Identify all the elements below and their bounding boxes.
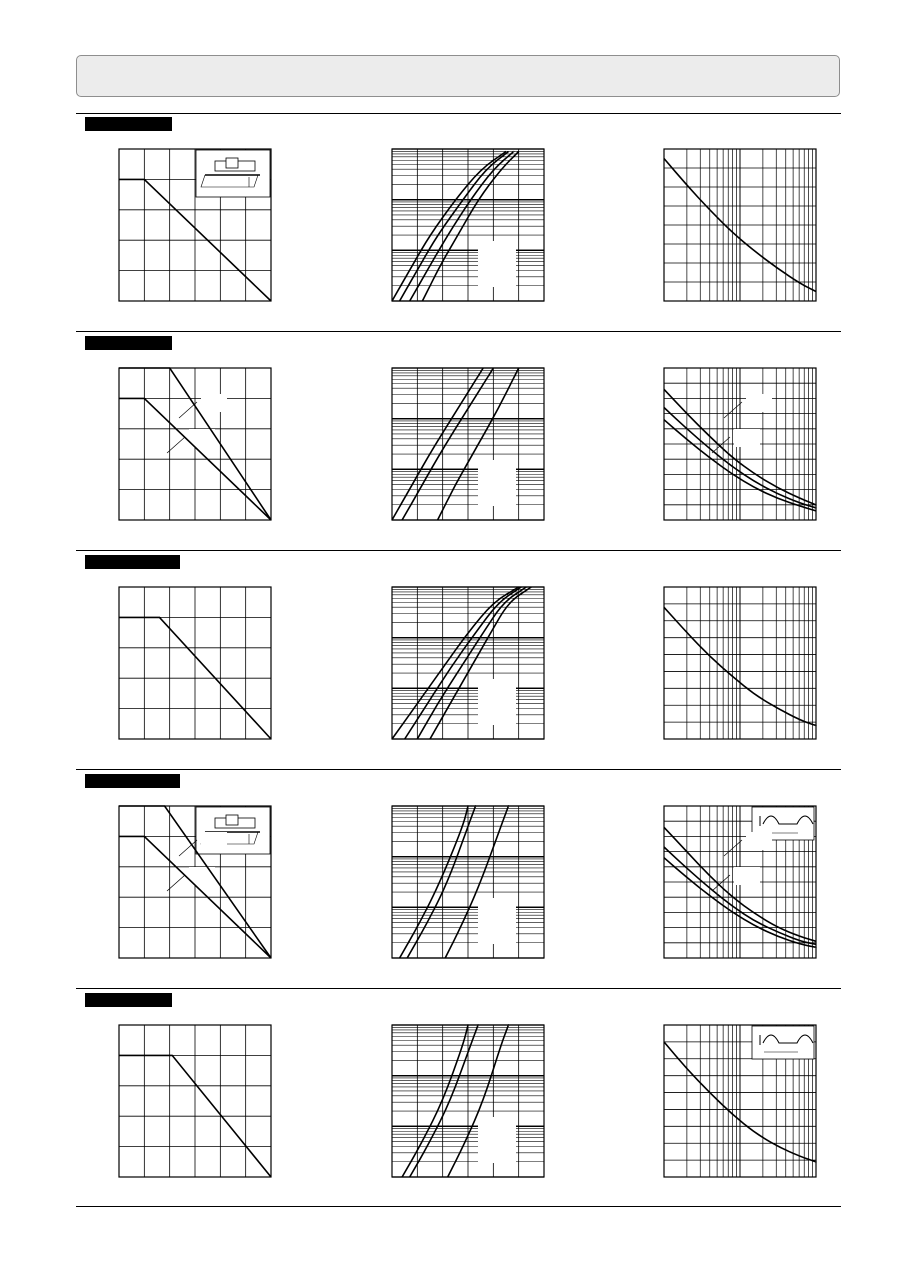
- section-rule-4: [76, 769, 841, 770]
- chart-s4-left: [119, 806, 271, 958]
- chart-s1-right: [664, 149, 816, 301]
- section-rule-3: [76, 550, 841, 551]
- pointer-arrow: [724, 840, 742, 856]
- pointer-arrow: [712, 875, 730, 891]
- pointer-arrow: [712, 437, 730, 453]
- chart-s1-left: [119, 149, 271, 301]
- pointer-label-box: [746, 832, 772, 850]
- section-tag-4: [85, 774, 180, 788]
- series-line-1: [402, 1025, 468, 1177]
- section-tag-1: [85, 117, 172, 131]
- device-chip: [226, 815, 238, 825]
- pointer-label-box: [734, 429, 760, 447]
- section-tag-2: [85, 336, 172, 350]
- chart-s3-right: [664, 587, 816, 739]
- footer-rule: [76, 1206, 841, 1207]
- series-line-1: [392, 368, 483, 520]
- pointer-label-box: [746, 394, 772, 412]
- section-rule-5: [76, 988, 841, 989]
- chart-s4-right: [664, 806, 816, 958]
- pointer-label-box: [734, 867, 760, 885]
- section-tag-5: [85, 993, 172, 1007]
- legend-box: [478, 1117, 516, 1163]
- device-chip: [226, 158, 238, 168]
- waveform-inset: [752, 1026, 814, 1059]
- section-rule-2: [76, 331, 841, 332]
- chart-s2-left: [119, 368, 271, 520]
- legend-box: [478, 898, 516, 944]
- chart-s5-middle: [392, 1025, 544, 1177]
- chart-s3-middle: [392, 587, 544, 739]
- pointer-label-box: [201, 394, 227, 412]
- legend-box: [478, 679, 516, 725]
- chart-s1-middle: [392, 149, 544, 301]
- section-tag-3: [85, 555, 180, 569]
- legend-box: [478, 241, 516, 287]
- pointer-arrow: [724, 402, 742, 418]
- chart-s2-middle: [392, 368, 544, 520]
- section-rule-1: [76, 113, 841, 114]
- chart-s3-left: [119, 587, 271, 739]
- legend-box: [478, 460, 516, 506]
- mounting-diagram-inset: [196, 150, 270, 197]
- pointer-label-box: [201, 832, 227, 850]
- series-line-1: [400, 806, 468, 958]
- page-header-box: [76, 55, 840, 97]
- chart-s5-left: [119, 1025, 271, 1177]
- chart-s4-middle: [392, 806, 544, 958]
- chart-s2-right: [664, 368, 816, 520]
- inset-frame: [196, 150, 270, 197]
- chart-s5-right: [664, 1025, 816, 1177]
